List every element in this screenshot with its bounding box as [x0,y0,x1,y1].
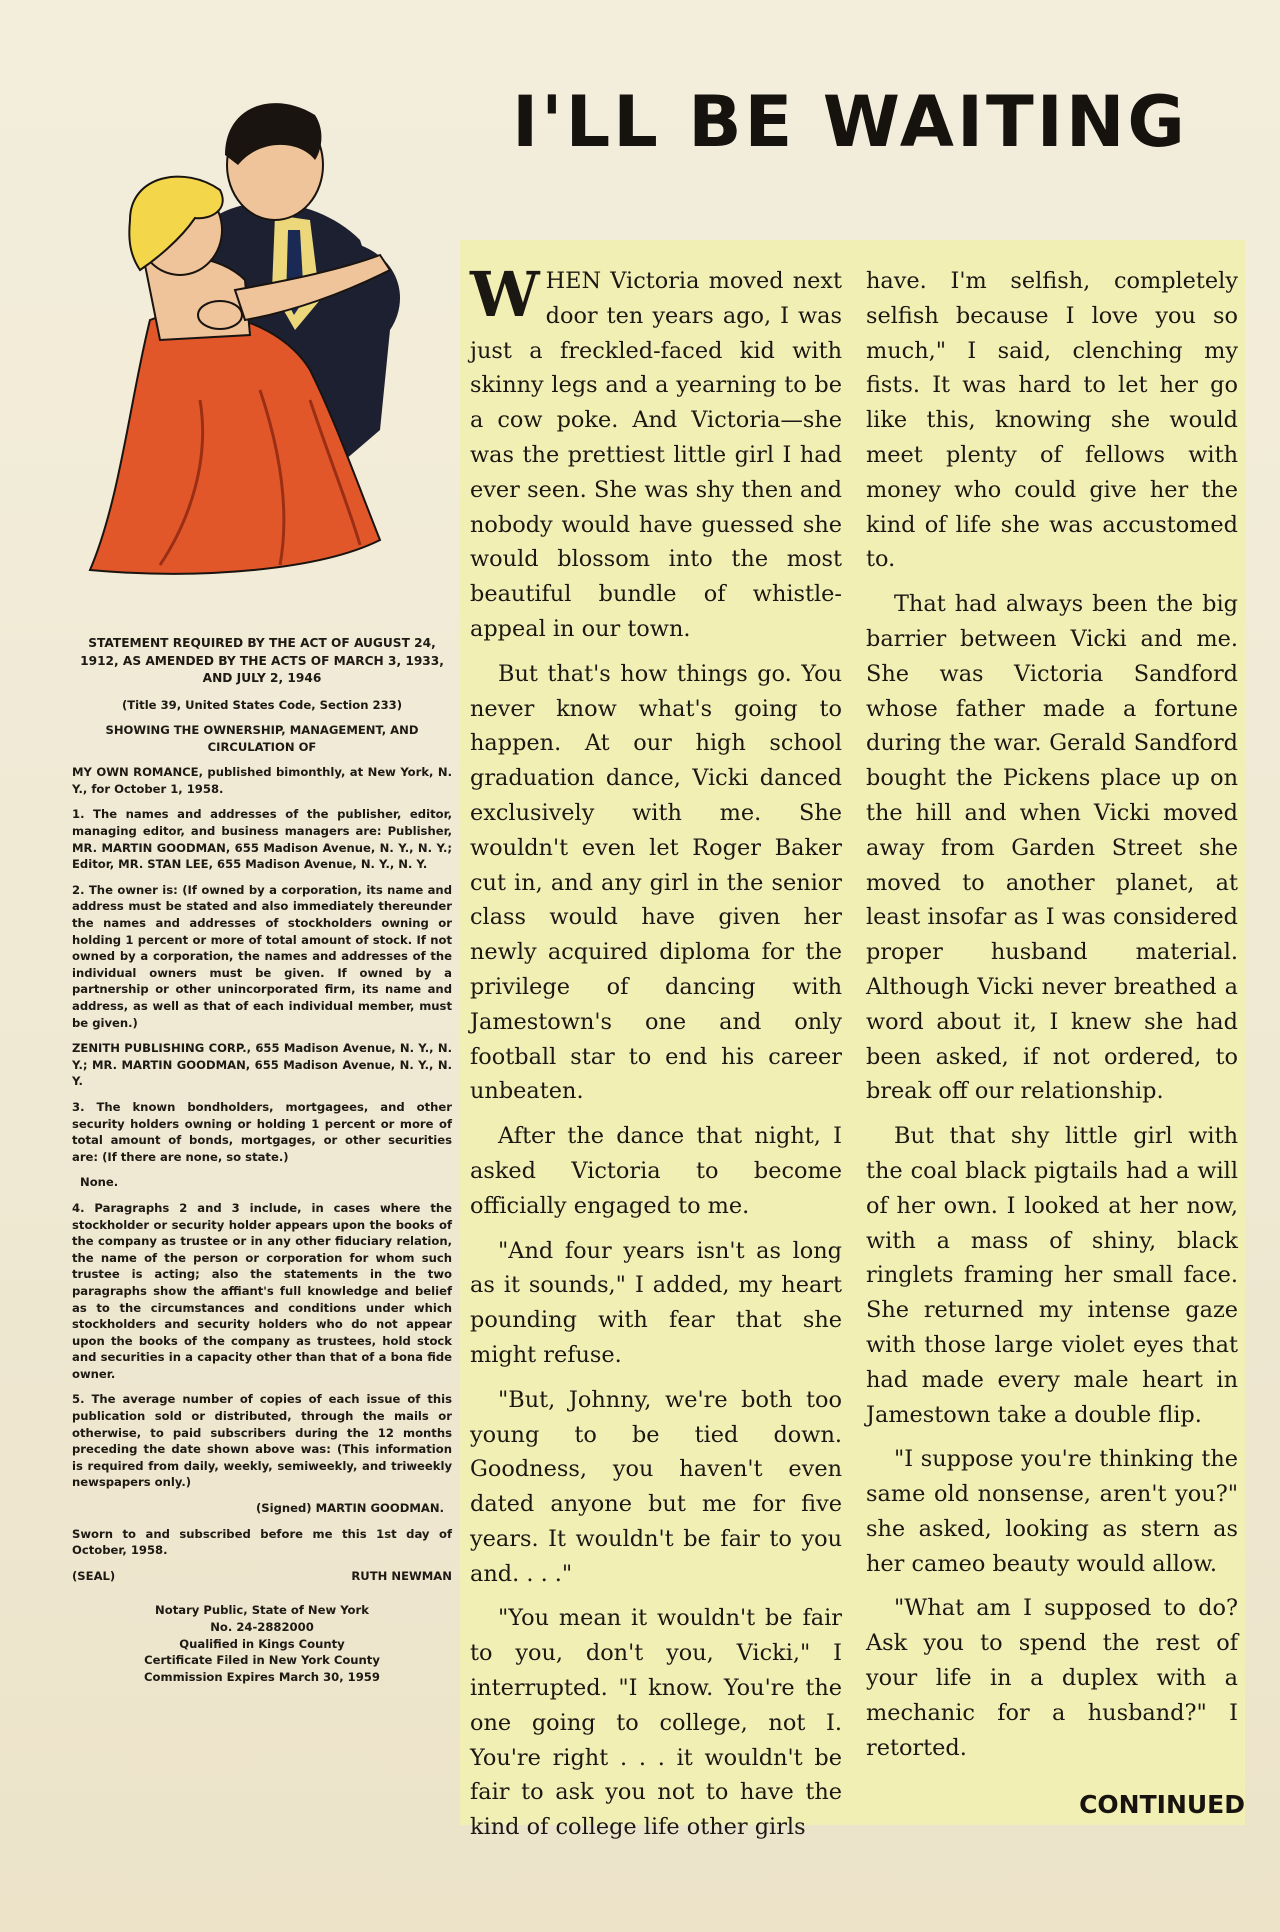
drop-cap: W [470,258,540,331]
statement-paragraph-0: MY OWN ROMANCE, published bimonthly, at New York, N. Y., for October 1, 1958. [72,765,452,796]
story-paragraph: "But, Johnny, we're both too young to be tied down. Goodness, you haven't even dated anyone but me for five years. It wouldn't be fair to you and. . . ." [470,1386,842,1587]
notary-line-2: Qualified in Kings County [179,1636,345,1651]
statement-signed: (Signed) MARTIN GOODMAN. [255,1501,444,1516]
story-paragraph: But that's how things go. You never know what's going to happen. At our high school graduation dance, Vicki danced exclusively with me. She wouldn't even let Roger Baker cut in, and any girl in the senior class would have given her newly acquired diploma for the privilege of dancing with Jamestown's one and only football star to end his career unbeaten. [470,660,842,1105]
notary-line-0: Notary Public, State of New York [155,1603,369,1618]
story-paragraph [470,258,842,647]
story-paragraph: "What am I supposed to do? Ask you to spend the rest of your life in a duplex with a mechanic for a husband?" I retorted. [866,1595,1238,1761]
story-paragraph-text: HEN Victoria moved next door ten years ago, I was just a freckled-faced kid with skinny legs and a yearning to be a cow poke. And Victoria—she was the prettiest little girl I had ever seen. She was shy then and nobody would have guessed she would blossom into the most beautiful bundle of whistle-appeal in our town. [470,268,842,642]
notary-line-3: Certificate Filed in New York County [144,1653,380,1668]
story-title: I'LL BE WAITING [512,81,1188,163]
statement-heading: STATEMENT REQUIRED BY THE ACT OF AUGUST 24, 1912, AS AMENDED BY THE ACTS OF MARCH 3, 1933, AND JULY 2, 1946 [80,636,444,685]
couple-illustration [60,70,470,645]
notary-name: RUTH NEWMAN [351,1568,452,1583]
story-column-1 [470,258,842,1855]
story-paragraph: "And four years isn't as long as it sounds," I added, my heart pounding with fear that she might refuse. [470,1237,842,1368]
notary-line-1: No. 24-2882000 [210,1620,314,1634]
statement-seal: (SEAL) [72,1568,116,1583]
story-column-2 [866,264,1238,1775]
statement-seal-row [72,1568,452,1585]
statement-paragraph-3b: None. [80,1175,119,1190]
statement-title-line: (Title 39, United States Code, Section 233) [121,697,403,712]
story-panel [460,240,1245,1841]
statement-paragraph-1: 1. The names and addresses of the publisher, editor, managing editor, and business managers are: Publisher, MR. MARTIN GOODMAN, 655 Madison Avenue, N. Y., N. Y.; Editor, MR. STAN LEE, 655 Madison Avenue, N. Y., N. Y. [72,807,452,872]
story-paragraph: "I suppose you're thinking the same old nonsense, aren't you?" she asked, looking as stern as her cameo beauty would allow. [866,1446,1238,1577]
story-paragraph: That had always been the big barrier between Vicki and me. She was Victoria Sandford whose father made a fortune during the war. Gerald Sandford bought the Pickens place up on the hill and when Vicki moved away from Garden Street she moved to another planet, at least insofar as I was considered proper husband material. Although Vicki never breathed a word about it, I knew she had been asked, if not ordered, to break off our relationship. [866,591,1238,1105]
statement-paragraph-2b: ZENITH PUBLISHING CORP., 655 Madison Avenue, N. Y., N. Y.; MR. MARTIN GOODMAN, 655 Madison Avenue, N. Y., N. Y. [72,1041,452,1089]
man-hand [198,301,242,329]
statement-paragraph-2: 2. The owner is: (If owned by a corporation, its name and address must be stated and also immediately thereunder the names and addresses of stockholders owning or holding 1 percent or more of total amount of stock. If not owned by a corporation, the names and addresses of the individual owners must be given. If owned by a partnership or other unincorporated firm, its name and address, as well as that of each individual member, must be given.) [72,882,452,1030]
statement-sworn: Sworn to and subscribed before me this 1st day of October, 1958. [72,1526,452,1558]
statement-paragraph-3: 3. The known bondholders, mortgagees, and other security holders owning or holding 1 percent or more of total amount of bonds, mortgages, or other securities are: (If there are none, so state.) [72,1099,452,1164]
story-paragraph: After the dance that night, I asked Victoria to become officially engaged to me. [470,1123,842,1219]
ownership-statement [72,635,452,1815]
notary-line-4: Commission Expires March 30, 1959 [144,1669,380,1684]
statement-paragraph-5: 5. The average number of copies of each issue of this publication sold or distributed, through the mails or otherwise, to paid subscribers during the 12 months preceding the date shown above was: (This information is required from daily, weekly, semiweekly, and triweekly newspapers only.) [72,1392,452,1490]
continued-label: CONTINUED [1079,1790,1245,1819]
statement-subheading: SHOWING THE OWNERSHIP, MANAGEMENT, AND CIRCULATION OF [105,723,419,754]
statement-paragraph-4: 4. Paragraphs 2 and 3 include, in cases where the stockholder or security holder appears upon the books of the company as trustee or in any other fiduciary relation, the name of the person or corporation for whom such trustee is acting; also the statements in the two paragraphs show the affiant's full knowledge and belief as to the circumstances and conditions under which stockholders and security holders who do not appear upon the books of the company as trustees, hold stock and securities in a capacity other than that of a bona fide owner. [72,1200,452,1381]
story-paragraph: "You mean it wouldn't be fair to you, don't you, Vicki," I interrupted. "I know. You're the one going to college, not I. You're right . . . it wouldn't be fair to ask you not to have the kind of college life other girls [470,1605,842,1841]
story-paragraph: But that shy little girl with the coal black pigtails had a will of her own. I looked at her now, with a mass of shiny, black ringlets framing her small face. She returned my intense gaze with those large violet eyes that had made every male heart in Jamestown take a double flip. [866,1123,1238,1428]
story-paragraph: have. I'm selfish, completely selfish because I love you so much," I said, clenching my fists. It was hard to let her go like this, knowing she would meet plenty of fellows with money who could give her the kind of life she was accustomed to. [866,268,1238,573]
